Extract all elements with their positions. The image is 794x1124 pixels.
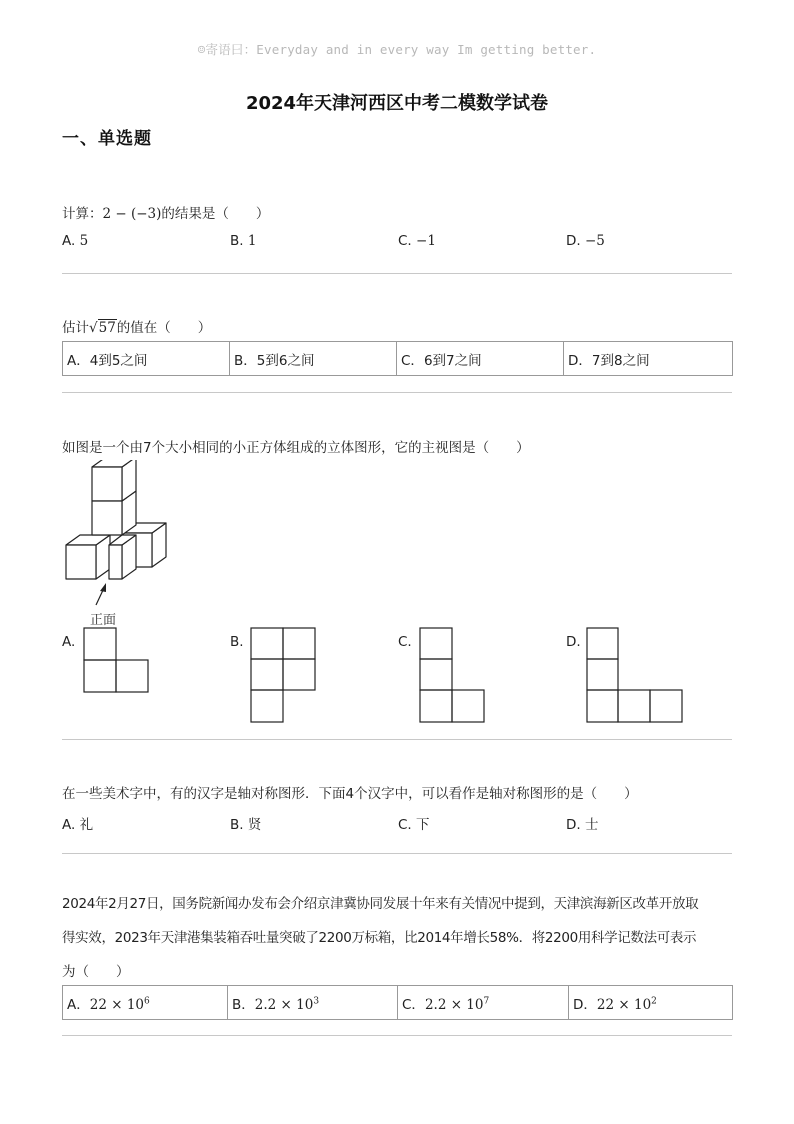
question-1-stem-math: 2 − (−3) xyxy=(102,206,162,222)
question-1-option-a[interactable] xyxy=(62,233,88,249)
question-3-option-b-label[interactable]: B. xyxy=(230,634,244,650)
question-2-options-table xyxy=(62,341,733,376)
option-letter: D． xyxy=(568,352,592,369)
option-text: 5 xyxy=(79,233,89,249)
option-exponent: 2 xyxy=(651,996,657,1006)
question-2-option-c[interactable] xyxy=(397,342,564,376)
divider xyxy=(62,392,732,393)
question-5-line-2: 得实效，2023年天津港集装箱吞吐量突破了2200万标箱，比2014年增长58%．将2200用科学记数法可表示 xyxy=(62,930,697,946)
option-text: 5到6之间 xyxy=(256,352,315,369)
question-5-options-table xyxy=(62,985,733,1020)
option-letter: A． xyxy=(67,996,90,1013)
question-2-stem-pre: 估计 xyxy=(62,320,89,336)
question-4-option-a[interactable] xyxy=(62,813,93,833)
option-exponent: 6 xyxy=(144,996,150,1006)
option-text: 6到7之间 xyxy=(423,352,482,369)
question-2-option-d[interactable] xyxy=(564,342,733,376)
question-1-stem-post: 的结果是（ ） xyxy=(161,206,270,222)
option-a-view-figure[interactable] xyxy=(83,627,149,693)
option-text: −1 xyxy=(416,233,436,249)
divider xyxy=(62,739,732,740)
question-4-option-b[interactable] xyxy=(230,813,261,833)
figure-label-front: 正面 xyxy=(90,613,117,628)
option-letter: B． xyxy=(234,352,257,369)
question-1-option-c[interactable] xyxy=(398,233,436,249)
question-5-line-3: 为（ ） xyxy=(62,964,130,980)
question-2-option-b[interactable] xyxy=(230,342,397,376)
option-base: 2.2 × 10 xyxy=(424,996,484,1013)
option-letter: D． xyxy=(573,996,597,1013)
option-letter: C. xyxy=(398,233,412,249)
option-letter: C. xyxy=(398,817,412,833)
option-text: −5 xyxy=(584,233,605,249)
question-2-stem xyxy=(62,316,211,336)
option-text: 贤 xyxy=(247,817,262,833)
divider xyxy=(62,1035,732,1036)
question-3-option-c-label[interactable]: C. xyxy=(398,634,412,650)
option-letter: B. xyxy=(230,817,244,833)
radical-sign: √ xyxy=(89,320,98,336)
question-5-option-b[interactable] xyxy=(228,986,398,1020)
option-letter: B. xyxy=(230,233,244,249)
question-5-option-d[interactable] xyxy=(569,986,733,1020)
question-5-option-c[interactable] xyxy=(398,986,569,1020)
option-letter: B． xyxy=(232,996,255,1013)
page-title: 2024年天津河西区中考二模数学试卷 xyxy=(245,93,549,114)
question-3-option-a-label[interactable]: A. xyxy=(62,634,76,650)
divider xyxy=(62,273,732,274)
option-text: 7到8之间 xyxy=(591,352,650,369)
question-3-option-d-label[interactable]: D. xyxy=(566,634,581,650)
radicand: 57 xyxy=(98,320,116,336)
option-letter: C． xyxy=(402,996,425,1013)
question-2-option-a[interactable] xyxy=(63,342,230,376)
question-5-line-1: 2024年2月27日，国务院新闻办发布会介绍京津冀协同发展十年来有关情况中提到，天津滨海新区改革开放取 xyxy=(62,896,699,912)
sqrt-symbol xyxy=(89,320,117,336)
question-3-stem: 如图是一个由7个大小相同的小正方体组成的立体图形，它的主视图是（ ） xyxy=(62,440,530,456)
option-c-view-figure[interactable] xyxy=(419,627,485,723)
option-letter: C． xyxy=(401,352,424,369)
divider xyxy=(62,853,732,854)
question-1-option-d[interactable] xyxy=(566,233,605,249)
option-text: 下 xyxy=(416,817,430,833)
question-4-option-d[interactable] xyxy=(566,813,598,833)
question-5-stem xyxy=(62,887,734,989)
option-letter: A． xyxy=(67,352,90,369)
option-exponent: 3 xyxy=(313,996,320,1006)
option-d-view-figure[interactable] xyxy=(586,627,683,723)
option-exponent: 7 xyxy=(483,996,490,1006)
option-b-view-figure[interactable] xyxy=(250,627,316,723)
question-1-option-b[interactable] xyxy=(230,233,256,249)
section-heading: 一、单选题 xyxy=(62,129,152,149)
option-letter: A. xyxy=(62,817,76,833)
option-letter: D. xyxy=(566,233,581,249)
question-1-stem-pre: 计算： xyxy=(62,206,103,222)
question-2-stem-post: 的值在（ ） xyxy=(116,320,212,336)
option-text: 1 xyxy=(247,233,257,249)
question-4-option-c[interactable] xyxy=(398,813,430,833)
option-base: 22 × 10 xyxy=(596,996,652,1013)
option-letter: D. xyxy=(566,817,581,833)
option-text: 4到5之间 xyxy=(89,352,148,369)
option-text: 士 xyxy=(584,817,599,833)
watermark: ☺寄语曰：Everyday and in every way Im getting better. xyxy=(197,42,597,57)
option-text: 礼 xyxy=(79,817,94,833)
option-base: 2.2 × 10 xyxy=(254,996,314,1013)
question-5-option-a[interactable] xyxy=(63,986,228,1020)
option-base: 22 × 10 xyxy=(89,996,145,1013)
cube-solid-figure xyxy=(60,460,172,622)
question-1-stem xyxy=(62,202,269,222)
question-4-stem: 在一些美术字中，有的汉字是轴对称图形．下面4个汉字中，可以看作是轴对称图形的是（ ） xyxy=(62,786,638,802)
option-letter: A. xyxy=(62,233,76,249)
